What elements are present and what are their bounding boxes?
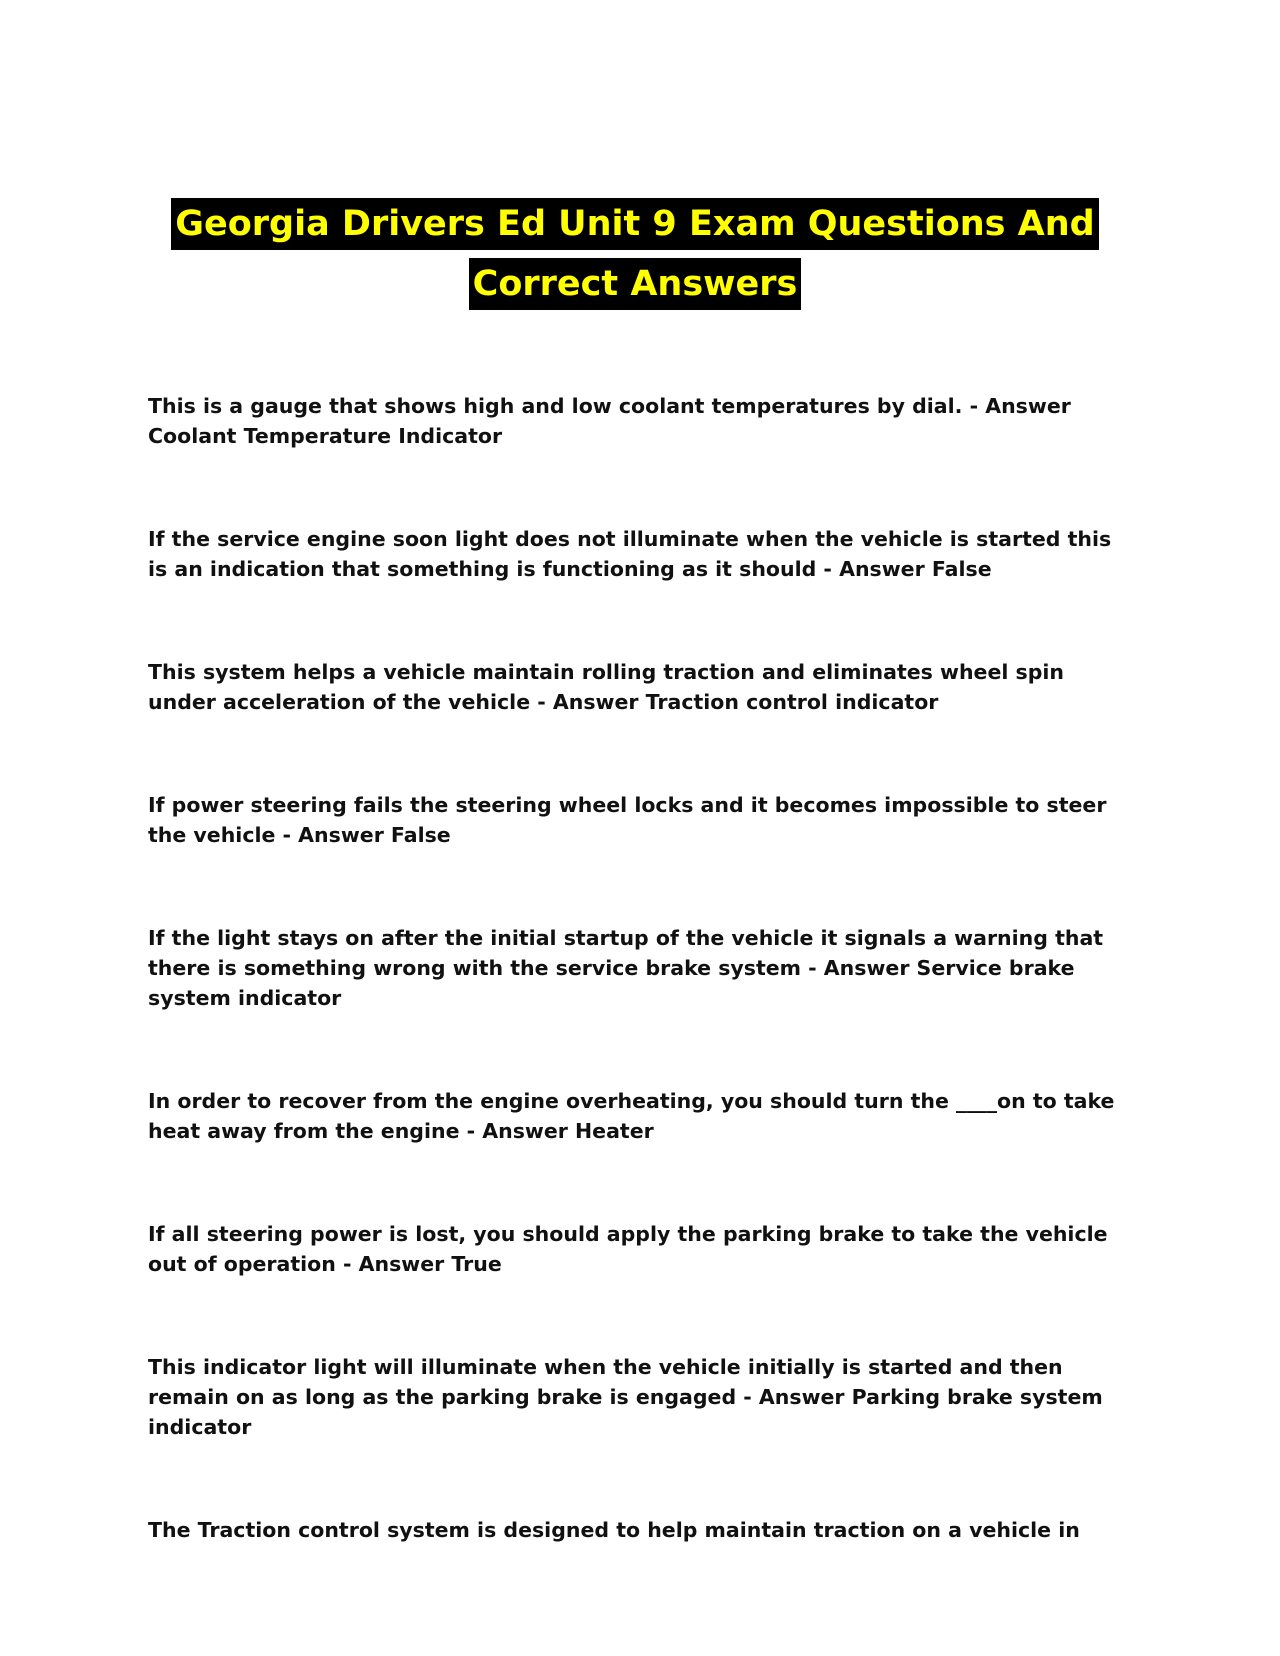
document-title — [140, 198, 1130, 310]
qa-item: If power steering fails the steering wheel locks and it becomes impossible to steer the vehicle - Answer False — [148, 793, 1107, 847]
question-answer-list — [148, 391, 1133, 1545]
qa-item: If the service engine soon light does not illuminate when the vehicle is started this is an indication that something is functioning as it should - Answer False — [148, 527, 1112, 581]
qa-item: The Traction control system is designed to help maintain traction on a vehicle in — [148, 1518, 1080, 1542]
qa-item: This system helps a vehicle maintain rolling traction and eliminates wheel spin under acceleration of the vehicle - Answer Traction control indicator — [148, 660, 1065, 714]
qa-item: If all steering power is lost, you should apply the parking brake to take the vehicle out of operation - Answer True — [148, 1222, 1108, 1276]
qa-item: If the light stays on after the initial startup of the vehicle it signals a warning that there is something wrong with the service brake system - Answer Service brake system indicator — [148, 926, 1104, 1010]
title-line-2: Correct Answers — [469, 258, 802, 310]
title-line-1: Georgia Drivers Ed Unit 9 Exam Questions And — [171, 198, 1098, 250]
qa-item: In order to recover from the engine overheating, you should turn the ____on to take heat away from the engine - Answer Heater — [148, 1089, 1115, 1143]
qa-item: This is a gauge that shows high and low coolant temperatures by dial. - Answer Coolant Temperature Indicator — [148, 394, 1071, 448]
qa-item: This indicator light will illuminate when the vehicle initially is started and then remain on as long as the parking brake is engaged - Answer Parking brake system indicator — [148, 1355, 1103, 1439]
